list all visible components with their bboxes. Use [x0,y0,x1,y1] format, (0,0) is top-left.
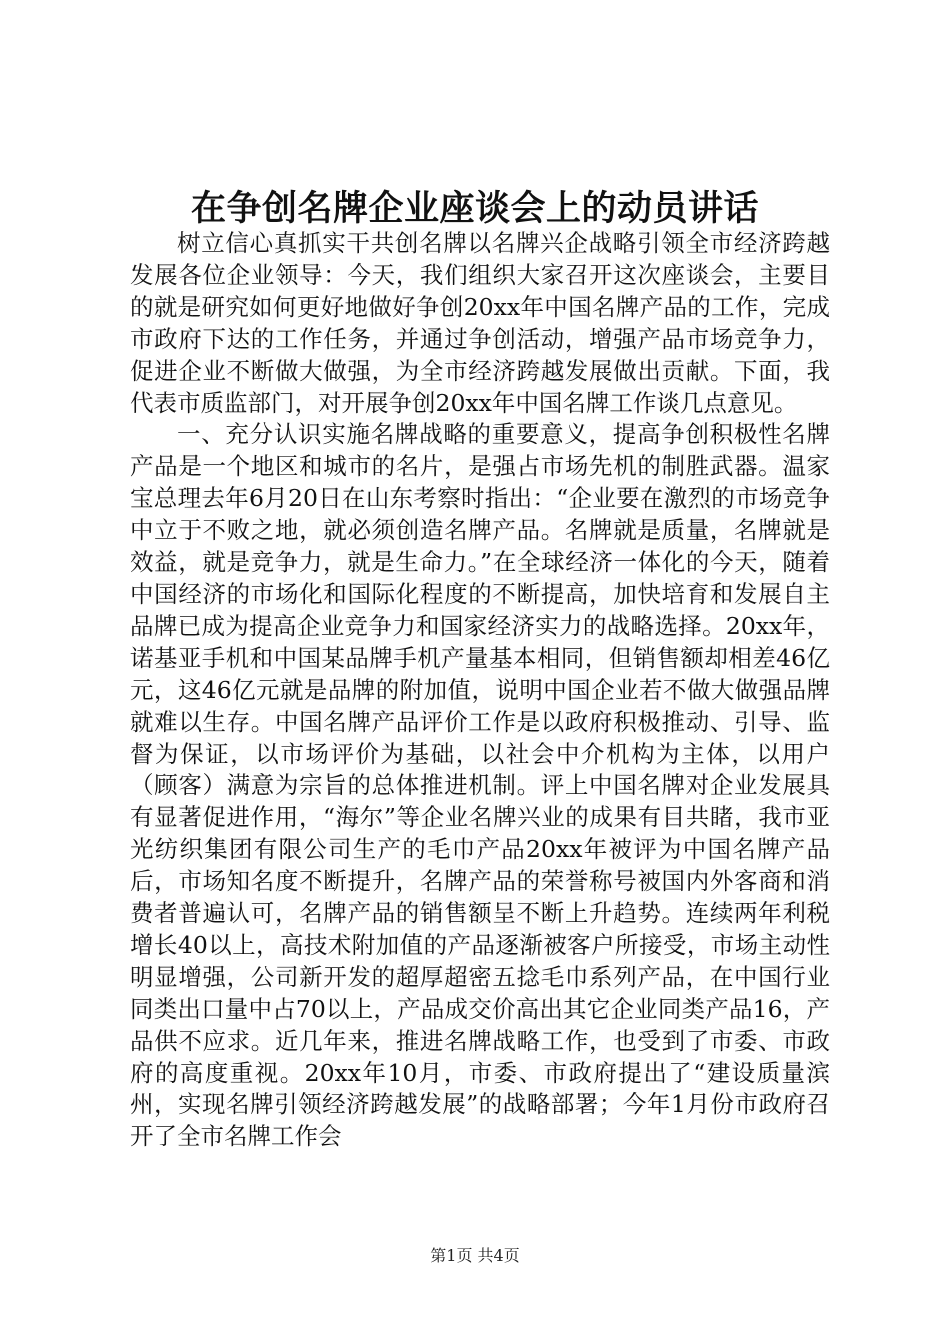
paragraph-section-one: 一、充分认识实施名牌战略的重要意义，提高争创积极性名牌产品是一个地区和城市的名片，是强占市场先机的制胜武器。温家宝总理去年6月20日在山东考察时指出：“企业要在激烈的市场竞争中立于不败之地，就必须创造名牌产品。名牌就是质量，名牌就是效益，就是竞争力，就是生命力。”在全球经济一体化的今天，随着中国经济的市场化和国际化程度的不断提高，加快培育和发展自主品牌已成为提高企业竞争力和国家经济实力的战略选择。20xx年，诺基亚手机和中国某品牌手机产量基本相同，但销售额却相差46亿元，这46亿元就是品牌的附加值，说明中国企业若不做大做强品牌就难以生存。中国名牌产品评价工作是以政府积极推动、引导、监督为保证，以市场评价为基础，以社会中介机构为主体，以用户（顾客）满意为宗旨的总体推进机制。评上中国名牌对企业发展具有显著促进作用，“海尔”等企业名牌兴业的成果有目共睹，我市亚光纺织集团有限公司生产的毛巾产品20xx年被评为中国名牌产品后，市场知名度不断提升，名牌产品的荣誉称号被国内外客商和消费者普遍认可，名牌产品的销售额呈不断上升趋势。连续两年利税增长40以上，高技术附加值的产品逐渐被客户所接受，市场主动性明显增强，公司新开发的超厚超密五捻毛巾系列产品，在中国行业同类出口量中占70以上，产品成交价高出其它企业同类产品16，产品供不应求。近几年来，推进名牌战略工作，也受到了市委、市政府的高度重视。20xx年10月，市委、市政府提出了“建设质量滨州，实现名牌引领经济跨越发展”的战略部署；今年1月份市政府召开了全市名牌工作会 [130,420,830,1151]
document-title: 在争创名牌企业座谈会上的动员讲话 [190,188,759,229]
document-body [130,228,830,1153]
page-footer [0,1245,950,1267]
page-total: 共4页 [477,1246,520,1265]
paragraph-intro: 树立信心真抓实干共创名牌以名牌兴企战略引领全市经济跨越发展各位企业领导：今天，我们组织大家召开这次座谈会，主要目的就是研究如何更好地做好争创20xx年中国名牌产品的工作，完成市政府下达的工作任务，并通过争创活动，增强产品市场竞争力，促进企业不断做大做强，为全市经济跨越发展做出贡献。下面，我代表市质监部门，对开展争创20xx年中国名牌工作谈几点意见。 [130,229,830,417]
page-number: 第1页 [430,1246,473,1265]
